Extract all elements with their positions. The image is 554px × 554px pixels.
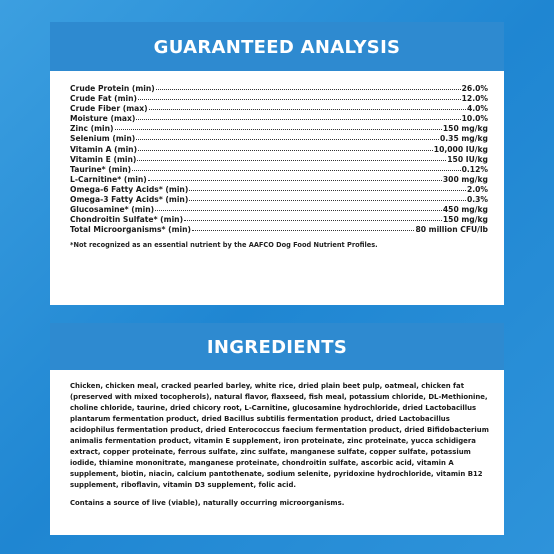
analysis-value: 4.0%	[466, 104, 488, 114]
analysis-nutrient: Vitamin E (min)	[70, 154, 137, 164]
analysis-value: 10,000 IU/kg	[433, 144, 488, 154]
dot-leader	[148, 173, 442, 181]
dot-leader	[189, 183, 466, 191]
analysis-value: 150 mg/kg	[442, 215, 488, 225]
analysis-value: 150 mg/kg	[442, 124, 488, 134]
analysis-nutrient: L-Carnitine* (min)	[70, 174, 147, 184]
guaranteed-analysis-list	[70, 83, 488, 234]
analysis-nutrient: Selenium (min)	[70, 134, 136, 144]
dot-leader	[155, 203, 442, 211]
dot-leader	[137, 153, 446, 161]
analysis-nutrient: Crude Fat (min)	[70, 94, 137, 104]
analysis-nutrient: Moisture (max)	[70, 114, 136, 124]
analysis-nutrient: Omega-3 Fatty Acids* (min)	[70, 195, 189, 205]
analysis-value: 26.0%	[461, 84, 488, 93]
dot-leader	[149, 102, 466, 110]
analysis-nutrient: Glucosamine* (min)	[70, 205, 155, 215]
dot-leader	[189, 193, 466, 201]
dot-leader	[136, 132, 439, 140]
analysis-value: 10.0%	[461, 114, 488, 124]
dot-leader	[138, 92, 461, 100]
guaranteed-analysis-footnote: *Not recognized as an essential nutrient by the AAFCO Dog Food Nutrient Profiles.	[70, 241, 378, 250]
analysis-nutrient: Crude Fiber (max)	[70, 104, 148, 114]
dot-leader	[184, 213, 442, 221]
dot-leader	[156, 82, 461, 90]
analysis-nutrient: Vitamin A (min)	[70, 144, 138, 154]
ingredients-text: Chicken, chicken meal, cracked pearled barley, white rice, dried plain beet pulp, oatmeal, chicken fat (preserved with mixed tocopherols), natural flavor, flaxseed, fish meal, potassium chloride, DL-Methionine, choline chloride, taurine, dried chicory root, L-Carnitine, glucosamine hydrochloride, dried Lactobacillus plantarum fermentation product, dried Bacillus subtilis fermentation product, dried Lactobacillus acidophilus fermentation product, dried Enterococcus faecium fermentation product, dried Bifidobacterium animalis fermentation product, vitamin E supplement, iron proteinate, zinc proteinate, yucca schidigera extract, copper proteinate, ferrous sulfate, zinc sulfate, manganese sulfate, copper sulfate, potassium iodide, thiamine mononitrate, manganese proteinate, chondroitin sulfate, ascorbic acid, vitamin A supplement, biotin, niacin, calcium pantothenate, sodium selenite, pyridoxine hydrochloride, vitamin B12 supplement, riboflavin, vitamin D3 supplement, folic acid.	[70, 382, 489, 489]
dot-leader	[192, 223, 414, 231]
ingredients-panel	[50, 323, 504, 535]
dot-leader	[136, 112, 460, 120]
analysis-nutrient: Zinc (min)	[70, 124, 114, 134]
analysis-value: 300 mg/kg	[442, 174, 488, 184]
ingredients-title: INGREDIENTS	[50, 323, 504, 370]
analysis-nutrient: Chondroitin Sulfate* (min)	[70, 215, 184, 225]
analysis-value: 12.0%	[461, 94, 488, 104]
analysis-nutrient: Omega-6 Fatty Acids* (min)	[70, 184, 189, 194]
guaranteed-analysis-panel	[50, 22, 504, 305]
analysis-row	[70, 224, 488, 234]
ingredients-note: Contains a source of live (viable), naturally occurring microorganisms.	[70, 499, 345, 507]
guaranteed-analysis-title: GUARANTEED ANALYSIS	[50, 22, 504, 71]
analysis-value: 150 IU/kg	[447, 154, 488, 164]
analysis-value: 0.3%	[466, 195, 488, 205]
dot-leader	[132, 163, 461, 171]
analysis-value: 0.12%	[461, 164, 488, 174]
analysis-nutrient: Taurine* (min)	[70, 164, 132, 174]
analysis-value: 0.35 mg/kg	[440, 134, 488, 144]
analysis-nutrient: Total Microorganisms* (min)	[70, 225, 191, 235]
dot-leader	[115, 122, 442, 130]
dot-leader	[138, 143, 433, 151]
analysis-nutrient: Crude Protein (min)	[70, 84, 155, 93]
analysis-value: 80 million CFU/lb	[415, 225, 488, 235]
analysis-value: 450 mg/kg	[442, 205, 488, 215]
analysis-value: 2.0%	[466, 184, 488, 194]
